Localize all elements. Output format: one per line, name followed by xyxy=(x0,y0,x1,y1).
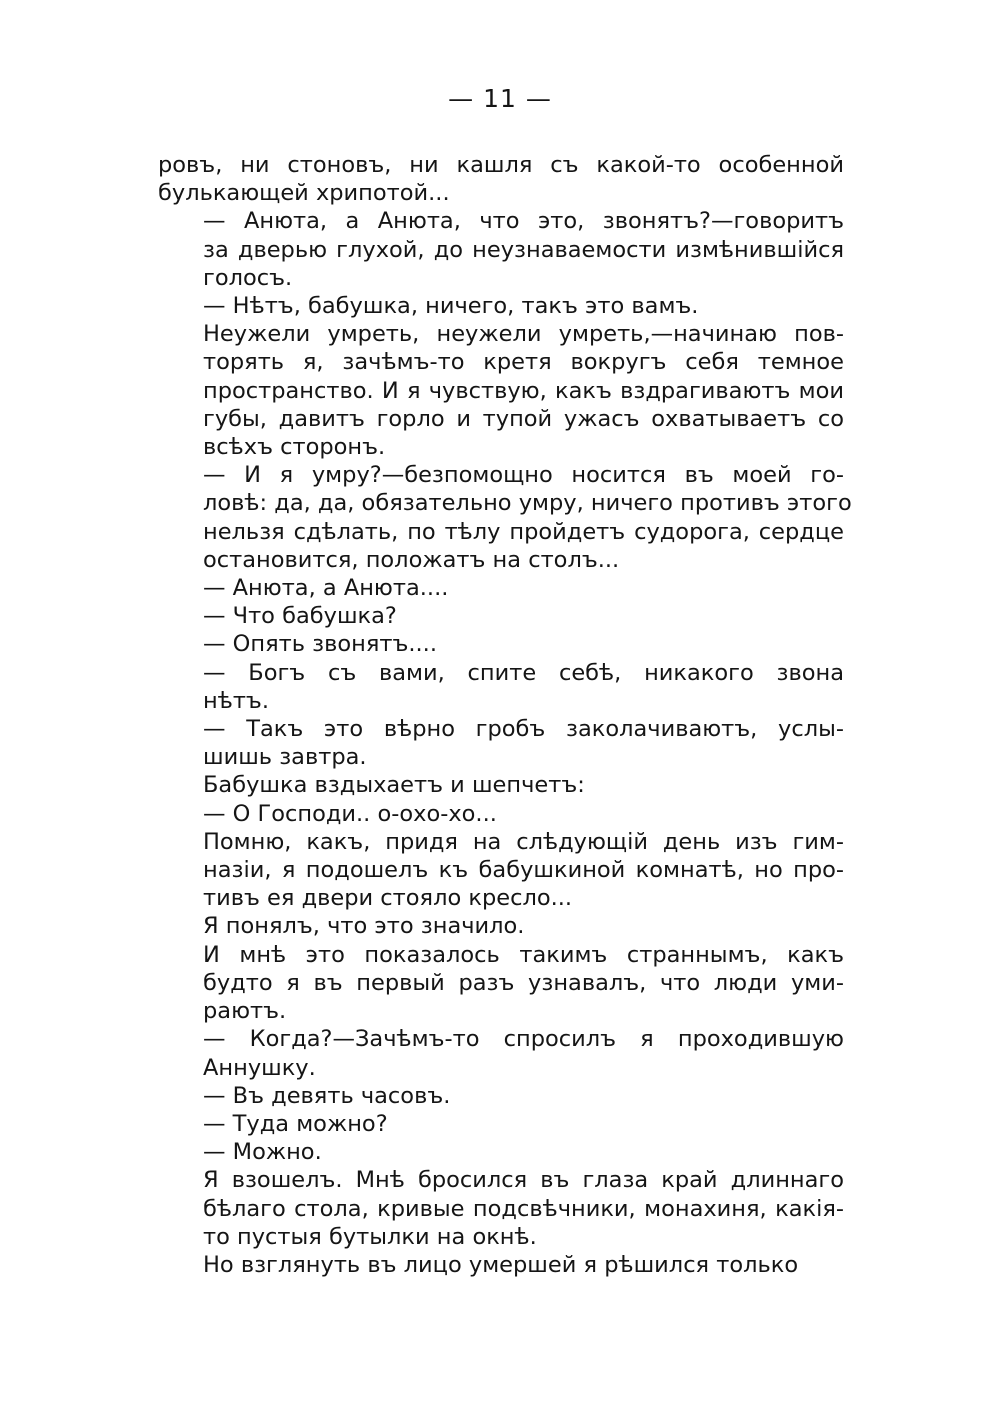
text-line: — Такъ это вѣрно гробъ заколачиваютъ, услы- xyxy=(203,716,844,743)
text-line: остановится, положатъ на столъ... xyxy=(203,546,620,573)
text-line: пространство. И я чувствую, какъ вздрагиваютъ мои xyxy=(203,377,844,404)
text-line: — Опять звонятъ.... xyxy=(203,631,437,658)
text-line: бѣлаго стола, кривые подсвѣчники, монахиня, какiя- xyxy=(203,1195,844,1222)
text-line: назiи, я подошелъ къ бабушкиной комнатѣ, но про- xyxy=(203,857,844,884)
text-line: Помню, какъ, придя на слѣдующiй день изъ гим- xyxy=(203,828,844,855)
text-line: — Можно. xyxy=(203,1139,322,1166)
paragraph xyxy=(158,461,852,574)
paragraph xyxy=(158,630,844,658)
text-line: раютъ. xyxy=(203,998,287,1025)
text-line: Но взглянуть въ лицо умершей я рѣшился только xyxy=(203,1251,799,1278)
paragraph xyxy=(158,207,844,292)
paragraph xyxy=(158,1251,844,1279)
paragraph xyxy=(158,941,844,1026)
paragraph xyxy=(158,828,844,913)
text-line: ровъ, ни стоновъ, ни кашля съ какой-то особенной xyxy=(158,152,844,178)
text-line: — О Господи.. о-охо-хо... xyxy=(203,800,497,827)
text-line: Я взошелъ. Мнѣ бросился въ глаза край длиннаго xyxy=(203,1167,844,1194)
text-line: всѣхъ сторонъ. xyxy=(203,434,386,461)
text-line: Я понялъ, что это значило. xyxy=(203,913,525,940)
text-line: за дверью глухой, до неузнаваемости измѣнившiйся xyxy=(203,236,844,263)
text-line: нельзя сдѣлать, по тѣлу пройдетъ судорога, сердце xyxy=(203,518,844,545)
text-line: тивъ ея двери стояло кресло... xyxy=(203,885,573,912)
text-line: — Богъ съ вами, спите себѣ, никакого звона xyxy=(203,659,844,686)
text-line: шишь завтра. xyxy=(203,744,367,771)
text-line: торять я, зачѣмъ-то кретя вокругъ себя темное xyxy=(203,349,844,376)
paragraph xyxy=(158,771,844,799)
text-line: губы, давитъ горло и тупой ужасъ охватываетъ со xyxy=(203,405,844,432)
paragraph xyxy=(158,574,844,602)
text-line: Бабушка вздыхаетъ и шепчетъ: xyxy=(203,772,585,799)
text-line: нѣтъ. xyxy=(203,687,269,714)
text-line: ловѣ: да, да, обязательно умру, ничего противъ этого xyxy=(203,490,852,517)
text-line: — Анюта, а Анюта, что это, звонятъ?—говоритъ xyxy=(203,208,844,235)
paragraph xyxy=(158,151,844,207)
text-line: — Анюта, а Анюта.... xyxy=(203,575,449,602)
text-line: то пустыя бутылки на окнѣ. xyxy=(203,1223,537,1250)
paragraph xyxy=(158,1138,844,1166)
page-number: — 11 — xyxy=(448,84,552,113)
paragraph xyxy=(158,320,844,461)
paragraph xyxy=(158,912,844,940)
text-line: — Когда?—Зачѣмъ-то спросилъ я проходившую xyxy=(203,1026,844,1053)
text-line: И мнѣ это показалось такимъ страннымъ, какъ xyxy=(203,941,844,968)
paragraph xyxy=(158,715,844,771)
text-line: будто я въ первый разъ узнавалъ, что люди уми- xyxy=(203,969,844,996)
text-line: — Нѣтъ, бабушка, ничего, такъ это вамъ. xyxy=(203,293,699,320)
paragraph xyxy=(158,1025,844,1081)
paragraph xyxy=(158,1166,844,1251)
page-text xyxy=(158,151,852,1279)
text-line: — Въ девять часовъ. xyxy=(203,1082,451,1109)
text-line: Неужели умреть, неужели умреть,—начинаю пов- xyxy=(203,321,844,348)
paragraph xyxy=(158,1082,844,1110)
paragraph xyxy=(158,659,844,715)
paragraph xyxy=(158,602,844,630)
text-line: — Туда можно? xyxy=(203,1110,388,1137)
paragraph xyxy=(158,1110,844,1138)
paragraph xyxy=(158,292,844,320)
text-line: Аннушку. xyxy=(203,1054,316,1081)
paragraph xyxy=(158,800,844,828)
text-line: голосъ. xyxy=(203,264,293,291)
text-line: — И я умру?—безпомощно носится въ моей го- xyxy=(203,462,844,489)
text-line: — Что бабушка? xyxy=(203,603,397,630)
text-line: булькающей хрипотой... xyxy=(158,180,450,207)
